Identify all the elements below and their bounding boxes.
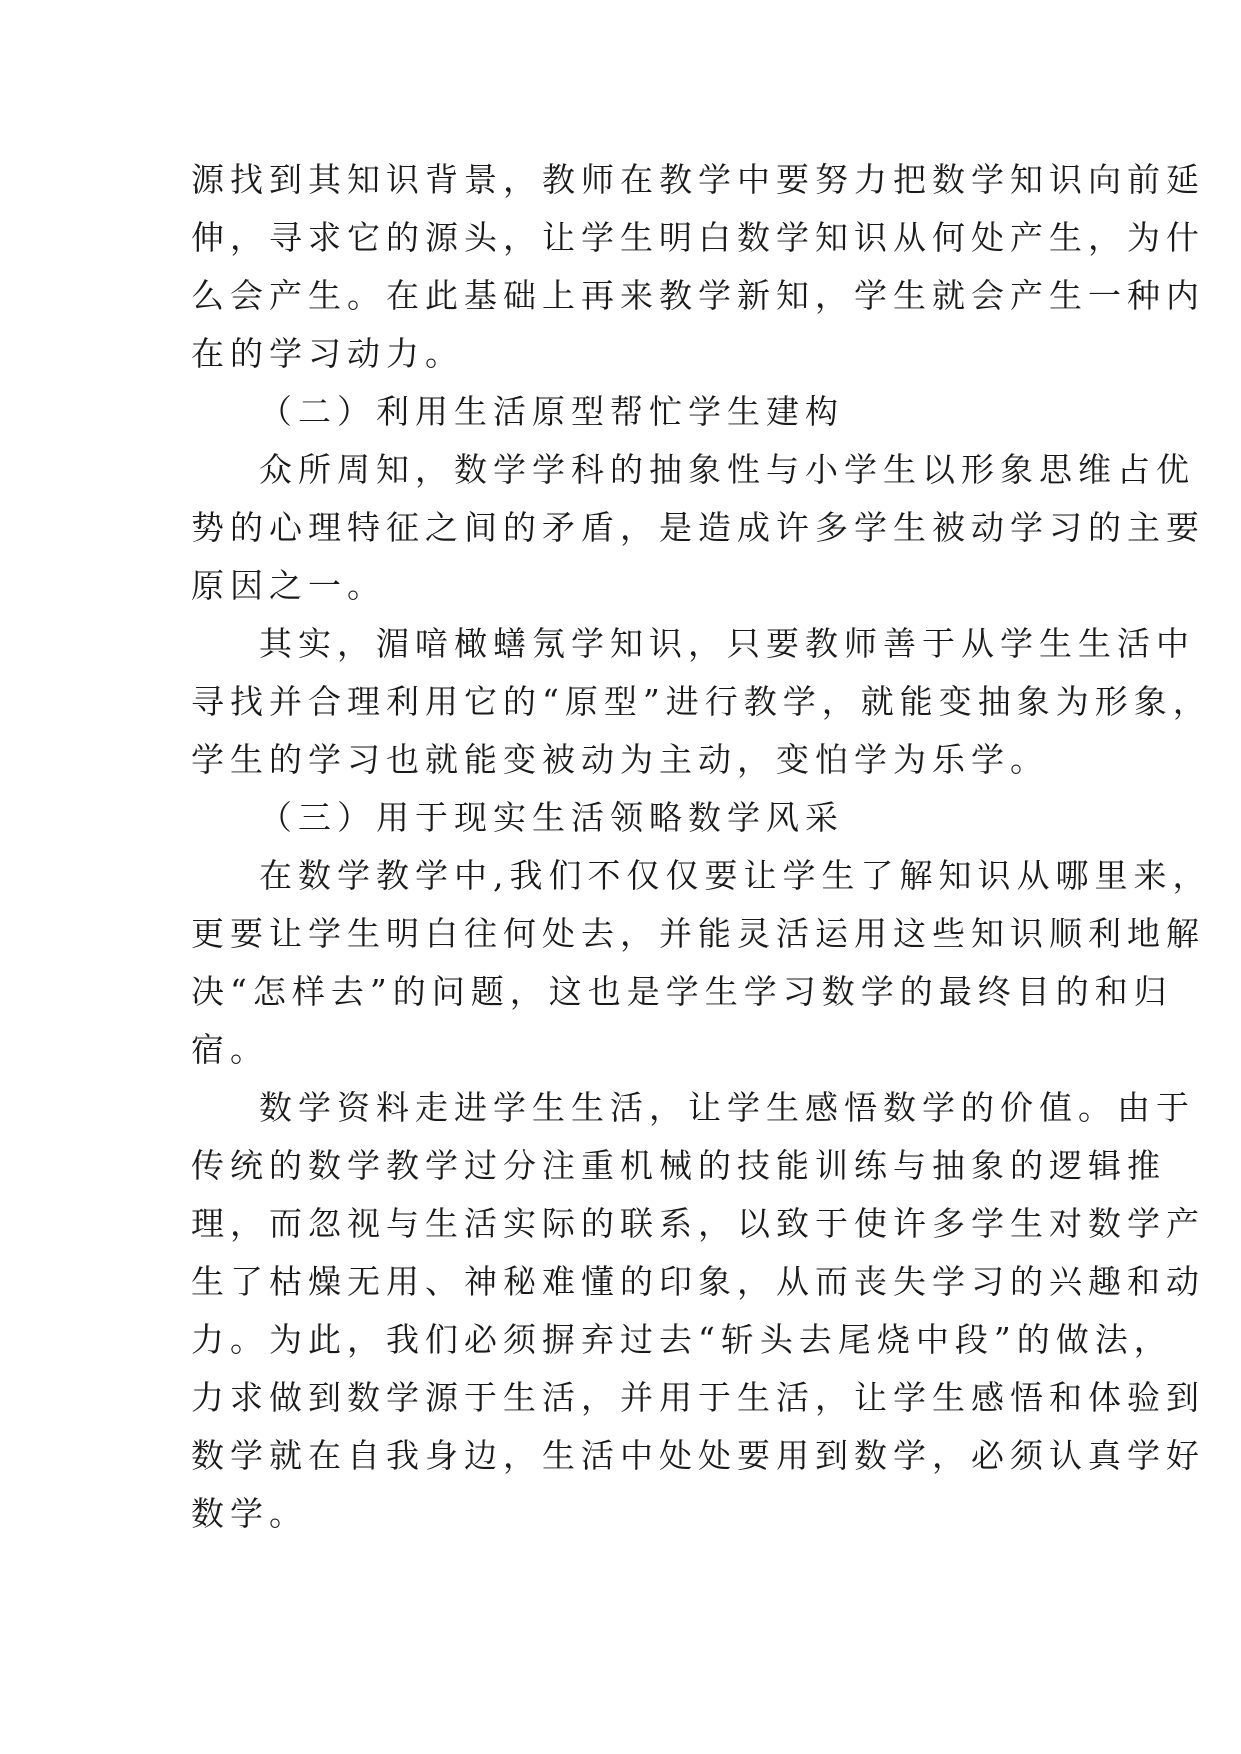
text-line: 宿。 (191, 1030, 269, 1069)
text-line: 在的学习动力。 (191, 334, 464, 373)
paragraph-first-line: 数学资料走进学生生活，让学生感悟数学的价值。由于 (259, 1088, 1195, 1127)
text-line: 伸，寻求它的源头，让学生明白数学知识从何处产生，为什 (191, 218, 1205, 257)
text-line: 源找到其知识背景，教师在教学中要努力把数学知识向前延 (191, 160, 1205, 199)
text-line: 寻找并合理利用它的“原型”进行教学，就能变抽象为形象， (191, 682, 1212, 721)
text-line: 数学就在自我身边，生活中处处要用到数学，必须认真学好 (191, 1436, 1205, 1475)
text-line: 数学。 (191, 1494, 308, 1533)
text-line: 力。为此，我们必须摒弃过去“斩头去尾烧中段”的做法， (191, 1320, 1173, 1359)
text-line: 势的心理特征之间的矛盾，是造成许多学生被动学习的主要 (191, 508, 1205, 547)
text-line: 力求做到数学源于生活，并用于生活，让学生感悟和体验到 (191, 1378, 1205, 1417)
paragraph-first-line: 其实，湄喑橄蟮氖学知识，只要教师善于从学生生活中 (259, 624, 1195, 663)
text-line: 么会产生。在此基础上再来教学新知，学生就会产生一种内 (191, 276, 1205, 315)
text-line: 理，而忽视与生活实际的联系，以致于使许多学生对数学产 (191, 1204, 1205, 1243)
text-line: 生了枯燥无用、神秘难懂的印象，从而丧失学习的兴趣和动 (191, 1262, 1205, 1301)
section-heading: （三）用于现实生活领略数学风采 (259, 798, 844, 837)
paragraph-first-line: 在数学教学中,我们不仅仅要让学生了解知识从哪里来， (259, 856, 1212, 895)
text-line: 学生的学习也就能变被动为主动，变怕学为乐学。 (191, 740, 1049, 779)
text-line: 决“怎样去”的问题，这也是学生学习数学的最终目的和归 (191, 972, 1173, 1011)
text-line: 传统的数学教学过分注重机械的技能训练与抽象的逻辑推 (191, 1146, 1166, 1185)
paragraph-first-line: 众所周知，数学学科的抽象性与小学生以形象思维占优 (259, 450, 1195, 489)
text-line: 更要让学生明白往何处去，并能灵活运用这些知识顺利地解 (191, 914, 1205, 953)
section-heading: （二）利用生活原型帮忙学生建构 (259, 392, 844, 431)
text-line: 原因之一。 (191, 566, 386, 605)
